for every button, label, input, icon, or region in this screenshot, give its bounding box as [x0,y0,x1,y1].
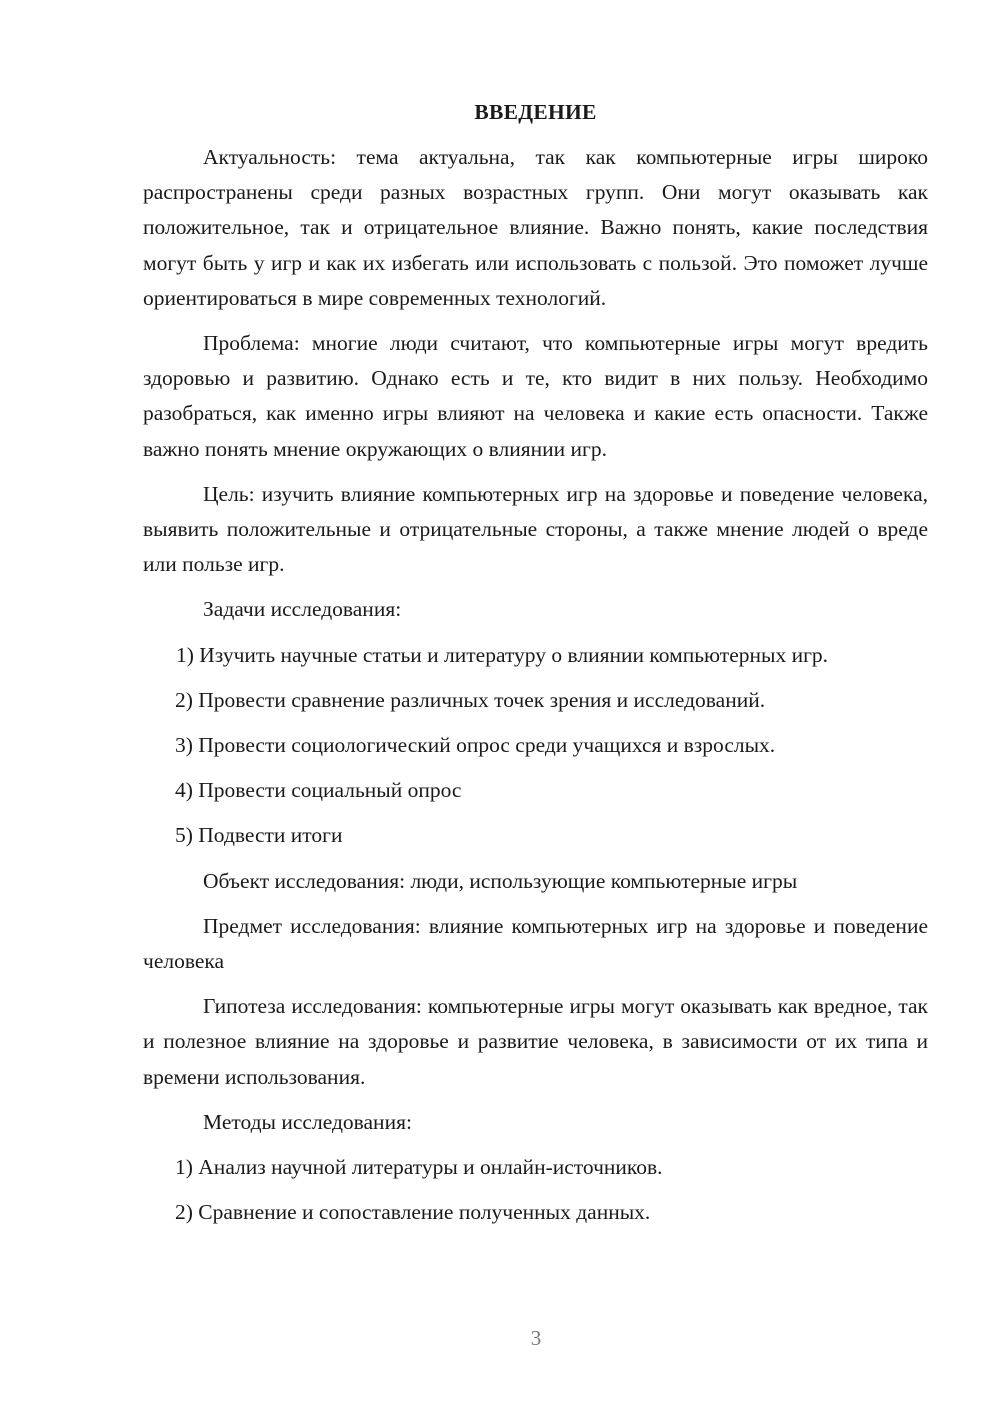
page-content [143,95,928,1240]
tasks-heading: Задачи исследования: [203,597,402,622]
task-item-1: 1) Изучить научные статьи и литературу о влиянии компьютерных игр. [176,642,829,667]
method-item-1: 1) Анализ научной литературы и онлайн-источников. [175,1155,663,1180]
methods-heading: Методы исследования: [203,1109,412,1134]
hypothesis-paragraph: Гипотеза исследования: компьютерные игры могут оказывать как вредное, так и полезное влияние на здоровье и развитие человека, в зависимости от их типа и времени использования. [143,994,928,1089]
page-number: 3 [530,1326,542,1350]
task-item-2: 2) Провести сравнение различных точек зрения и исследований. [175,687,766,712]
goal-paragraph: Цель: изучить влияние компьютерных игр на здоровье и поведение человека, выявить положительные и отрицательные стороны, а также мнение людей о вреде или пользе игр. [143,481,928,577]
task-item-5: 5) Подвести итоги [175,823,343,848]
problem-paragraph: Проблема: многие люди считают, что компьютерные игры могут вредить здоровью и развитию. Однако есть и те, кто видит в них пользу. Необходимо разобраться, как именно игры влияют на человека и какие есть опасности. Также важно понять мнение окружающих о влиянии игр. [143,331,928,461]
task-item-3: 3) Провести социологический опрос среди учащихся и взрослых. [175,733,776,758]
task-item-4: 4) Провести социальный опрос [175,778,462,803]
subject-paragraph: Предмет исследования: влияние компьютерных игр на здоровье и поведение человека [143,913,928,974]
object-paragraph: Объект исследования: люди, использующие компьютерные игры [203,868,798,893]
section-title: ВВЕДЕНИЕ [474,100,597,124]
relevance-paragraph: Актуальность: тема актуальна, так как компьютерные игры широко распространены среди разных возрастных групп. Они могут оказывать как положительное, так и отрицательное влияние. Важно понять, какие последствия могут быть у игр и как их избегать или использовать с пользой. Это поможет лучше ориентироваться в мире современных технологий. [143,145,928,310]
method-item-2: 2) Сравнение и сопоставление полученных данных. [175,1200,651,1225]
